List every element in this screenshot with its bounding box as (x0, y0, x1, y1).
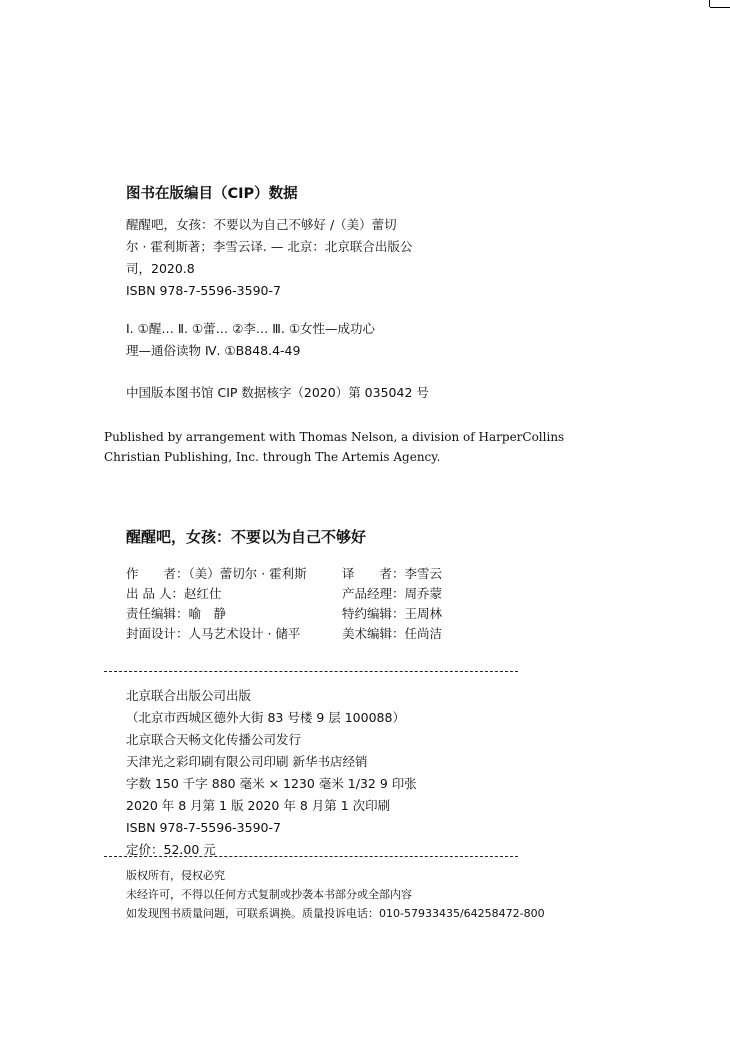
credit-cover-design: 封面设计：人马艺术设计 · 储平 (126, 626, 301, 641)
credit-producer: 出 品 人：赵红仕 (126, 586, 222, 601)
notice-line: 如发现图书质量问题，可联系调换。质量投诉电话：010-57933435/64258472-800 (126, 907, 545, 920)
cip-description-line: 尔 · 霍利斯著；李雪云译. — 北京：北京联合出版公 (126, 239, 413, 254)
rights-notice (126, 869, 545, 926)
cip-title: 图书在版编目（CIP）数据 (126, 186, 298, 202)
printer-line: 天津光之彩印刷有限公司印刷 新华书店经销 (126, 754, 368, 769)
cip-cn-record: 中国版本图书馆 CIP 数据核字（2020）第 035042 号 (126, 385, 429, 400)
publisher-address: （北京市西城区德外大街 83 号楼 9 层 100088） (126, 710, 405, 725)
dashed-divider (104, 856, 518, 857)
credit-special-editor: 特约编辑：王周林 (342, 606, 443, 621)
credit-row (126, 626, 506, 646)
copyright-line: Christian Publishing, Inc. through The Artemis Agency. (104, 450, 441, 464)
cip-classification-line: 理—通俗读物 Ⅳ. ①B848.4-49 (126, 343, 301, 358)
cip-description-line: 司，2020.8 (126, 261, 195, 276)
credit-art-editor: 美术编辑：任尚洁 (342, 626, 443, 641)
cip-classification-line: Ⅰ. ①醒… Ⅱ. ①蕾… ②李… Ⅲ. ①女性—成功心 (126, 321, 376, 336)
credit-author: 作 者：（美）蕾切尔 · 霍利斯 (126, 566, 307, 581)
distributor-line: 北京联合天畅文化传播公司发行 (126, 732, 302, 747)
edition-line: 2020 年 8 月第 1 版 2020 年 8 月第 1 次印刷 (126, 798, 391, 813)
cip-isbn: ISBN 978-7-5596-3590-7 (126, 283, 281, 298)
credit-row (126, 566, 506, 586)
cip-description-line: 醒醒吧，女孩：不要以为自己不够好 /（美）蕾切 (126, 217, 397, 232)
crop-mark-horizontal (710, 7, 730, 8)
credit-row (126, 606, 506, 626)
dashed-divider (104, 671, 518, 672)
notice-line: 版权所有，侵权必究 (126, 869, 225, 882)
credit-row (126, 586, 506, 606)
publisher-line: 北京联合出版公司出版 (126, 688, 252, 703)
crop-mark-vertical (709, 0, 710, 7)
cip-description (126, 217, 412, 305)
copyright-statement (104, 427, 564, 467)
price-line: 定价：52.00 元 (126, 842, 216, 857)
credits-table (126, 566, 506, 646)
format-line: 字数 150 千字 880 毫米 × 1230 毫米 1/32 9 印张 (126, 776, 417, 791)
book-title: 醒醒吧，女孩：不要以为自己不够好 (126, 528, 367, 546)
cip-classification (126, 321, 375, 365)
isbn-line: ISBN 978-7-5596-3590-7 (126, 820, 281, 835)
copyright-line: Published by arrangement with Thomas Nelson, a division of HarperCollins (104, 430, 565, 444)
publication-info (126, 688, 417, 864)
credit-translator: 译 者：李雪云 (342, 566, 443, 581)
notice-line: 未经许可，不得以任何方式复制或抄袭本书部分或全部内容 (126, 888, 412, 901)
credit-product-manager: 产品经理：周乔蒙 (342, 586, 443, 601)
credit-editor: 责任编辑：喻 静 (126, 606, 227, 621)
